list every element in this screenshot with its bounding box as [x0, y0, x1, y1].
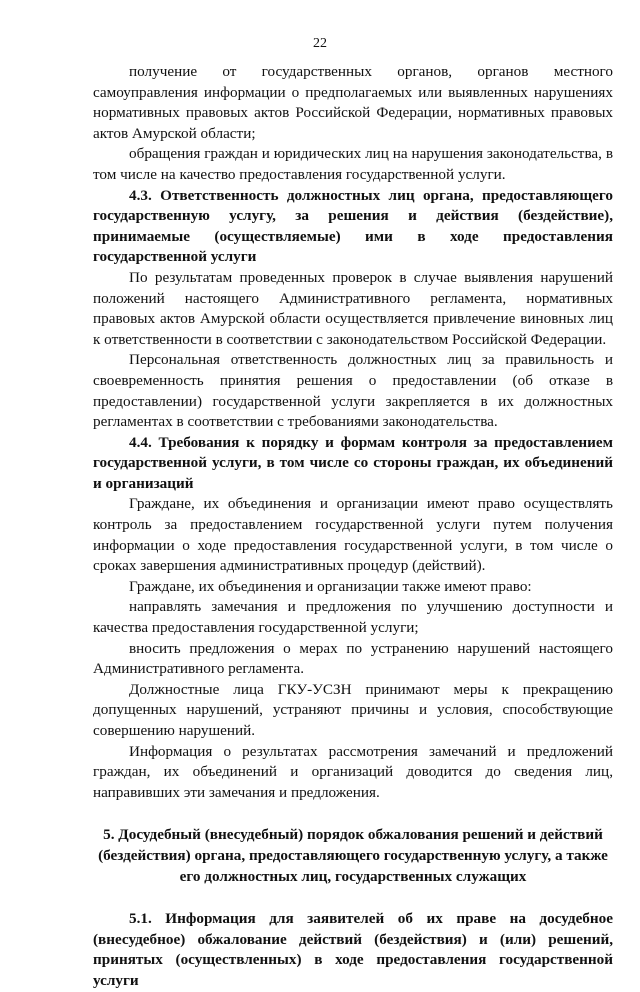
paragraph-citizen-appeals: обращения граждан и юридических лиц на нарушения законодательства, в том числе на качество предоставления государственной услуги. [93, 145, 613, 183]
section-heading-5: 5. Досудебный (внесудебный) порядок обжалования решений и действий (бездействия) органа, предоставляющего государственную услугу, а также его должностных лиц, государственных служащих [98, 826, 608, 885]
paragraph-send-remarks: направлять замечания и предложения по улучшению доступности и качества предоставления государственной услуги; [93, 598, 613, 637]
paragraph-make-proposals: вносить предложения о мерах по устранению нарушений настоящего Административного регламента. [93, 639, 613, 678]
subsection-heading-4-3: 4.3. Ответственность должностных лиц органа, предоставляющего государственную услугу, за решения и действия (бездействие), принимаемые (осуществляемые) ими в ходе предоставления государственной услуги [93, 186, 613, 266]
page-content [93, 62, 613, 992]
subsection-heading-5-1: 5.1. Информация для заявителей об их праве на досудебное (внесудебное) обжалование действий (бездействия) и (или) решений, принятых (осуществленных) в ходе предоставления государственной услуги [93, 910, 613, 989]
paragraph-citizen-control-right: Граждане, их объединения и организации имеют право осуществлять контроль за предоставлением государственной услуги путем получения информации о ходе предоставления государственной услуги, в том числе о сроках завершения административных процедур (действий). [93, 495, 613, 575]
paragraph-inspection-results: По результатам проведенных проверок в случае выявления нарушений положений настоящего Административного регламента, нормативных правовых актов Амурской области осуществляется привлечение виновных лиц к ответственности в соответствии с законодательством Российской Федерации. [93, 268, 613, 348]
paragraph-receipt-of-info: получение от государственных органов, органов местного самоуправления информации о предполагаемых или выявленных нарушениях нормативных правовых актов Российской Федерации, нормативных правовых актов Амурской области; [93, 63, 613, 142]
paragraph-also-have-right: Граждане, их объединения и организации также имеют право: [129, 577, 532, 595]
paragraph-personal-responsibility: Персональная ответственность должностных лиц за правильность и своевременность принятия решения о предоставлении (об отказе в предоставлении) государственной услуги закрепляется в их должностных регламентах в соответствии с требованиями законодательства. [93, 351, 613, 431]
page-number: 22 [313, 36, 327, 51]
subsection-heading-4-4: 4.4. Требования к порядку и формам контроля за предоставлением государственной услуги, в том числе со стороны граждан, их объединений и организаций [93, 433, 613, 492]
paragraph-results-info: Информация о результатах рассмотрения замечаний и предложений граждан, их объединений и организаций доводится до сведения лиц, направивших эти замечания и предложения. [93, 742, 613, 801]
paragraph-officials-measures: Должностные лица ГКУ-УСЗН принимают меры к прекращению допущенных нарушений, устраняют причины и условия, способствующие совершению нарушений. [93, 680, 613, 739]
